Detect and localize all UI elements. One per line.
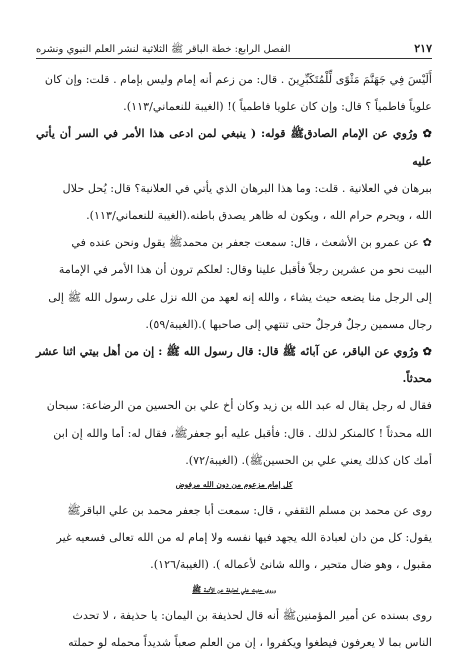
text-line: يقول: كل من دان لعبادة الله يجهد فيها نفسه ولا إمام له من الله تعالى فسعيه غير [56,531,432,545]
text-line: ببرهان في العلانية . قلت: وما هذا البرهان الذي يأتي في العلانية؟ قال: يُحل حلال [62,181,432,195]
text-line: ✿ ورُوي عن الباقر، عن آبائه ﷺ قال: قال رسول الله ﷺ : إن من أهل بيتي اثنا عشر محدثاً. [36,344,432,386]
text-line: ✿ ورُوي عن الإمام الصادقﷺ قوله: ( ينبغي لمن ادعى هذا الأمر في السر أن يأتي عليه [36,126,432,168]
text-line: روى عن محمد بن مسلم الثقفي ، قال: سمعت أبا جعفر محمد بن علي الباقرﷺ [67,504,432,518]
text-line: البيت نحو من عشرين رجلاً فأقبل علينا وقال: لعلكم ترون أن هذا الأمر في الإمامة [58,263,432,277]
chapter-title: الفصل الرابع: خطة الباقر ﷺ الثلاثية لنشر العلم النبوي ونشره [36,44,291,55]
text-line: فقال له رجل يقال له عبد الله بن زيد وكان أخ علي بن الحسين من الرضاعة: سبحان [46,399,432,413]
text-line: أمك كان كذلك يعني علي بن الحسينﷺ). (الغيبة/٧٢). [185,453,432,467]
running-header [36,42,432,57]
text-line: الله ، ويحرم حرام الله ، ويكون له ظاهر يصدق باطنه.(الغيبة للنعماني/١١٣). [86,209,432,223]
text-line: الناس بما لا يعرفون فيطغوا ويكفروا ، إن من العلم صعباً شديداً محمله لو حملته [68,635,432,649]
text-line: أَلَيْسَ فِي جَهَنَّمَ مَثْوًى لِّلْمُتَكَبِّرِينَ . قال: من زعم أنه إمام وليس بإمام . قلت: وإن كان [44,73,432,86]
page-number: ٢١٧ [414,42,432,55]
section-heading: وروى حديث علي لحذيفة عن الأئمة ﷺ [192,584,276,594]
text-line: مقبول ، وهو ضال متحير ، والله شانئ لأعماله ). (الغيبة/١٢٦). [150,558,432,572]
section-heading: كل إمام مزعوم من دون الله مرفوض [175,480,293,490]
text-line: رجال مسمين رجلٌ فرجلٌ حتى تنتهي إلى صاحبها ).(الغيبة/٥٩). [145,317,432,331]
text-line: علوياً فاطمياً ؟ قال: وإن كان علويا فاطمياً )! (الغيبة للنعماني/١١٣). [123,100,432,114]
text-line: إلى الرجل منا يضعه حيث يشاء ، والله إنه لعهد من الله نزل على رسول الله ﷺ إلى [48,290,432,304]
header-divider [36,58,432,59]
body-text [36,66,432,656]
text-line: ✿ عن عمرو بن الأشعث ، قال: سمعت جعفر بن محمدﷺ يقول ونحن عنده في [71,236,432,250]
text-line: الله محدثاً ! كالمنكر لذلك . قال: فأقبل عليه أبو جعفرﷺ، فقال له: أما والله إن ابن [53,426,432,440]
text-line: روى بسنده عن أمير المؤمنينﷺ أنه قال لحذيفة بن اليمان: يا حذيفة ، لا تحدث [72,608,432,622]
